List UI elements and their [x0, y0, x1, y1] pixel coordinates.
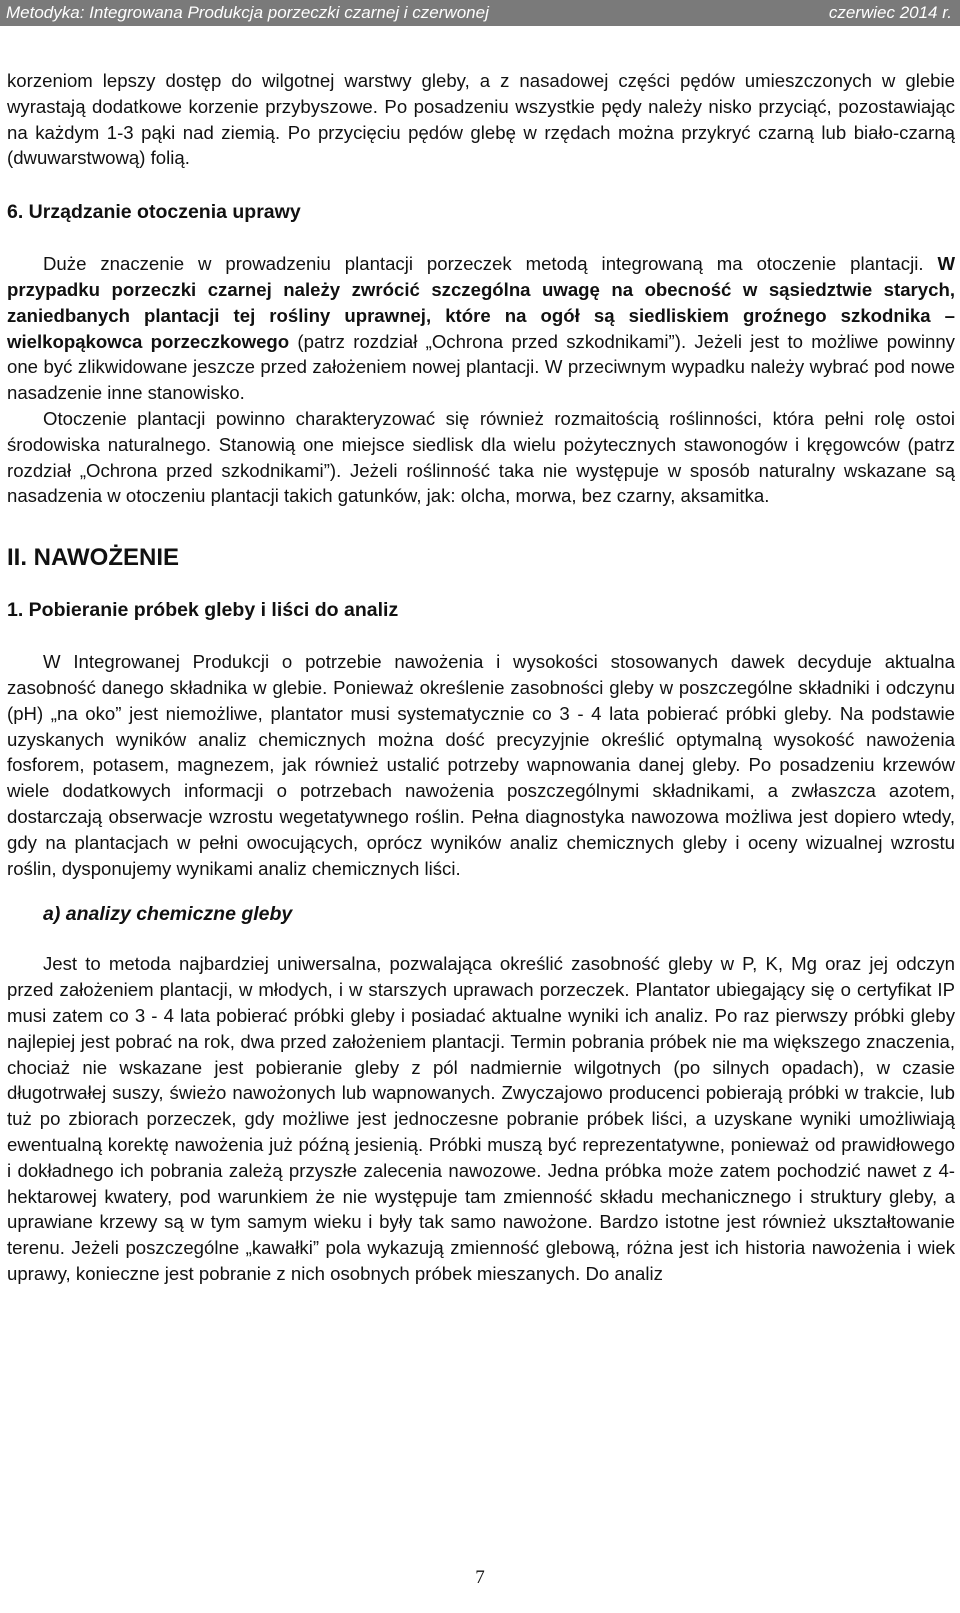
paragraph-section6-a: [7, 251, 955, 406]
subsection-heading-a: a) analizy chemiczne gleby: [43, 903, 293, 926]
paragraph-section6-a-text1: Duże znaczenie w prowadzeniu plantacji porzeczek metodą integrowaną ma otoczenie plantacji.: [43, 253, 938, 275]
paragraph-subsection-a: Jest to metoda najbardziej uniwersalna, pozwalająca określić zasobność gleby w P, K, Mg oraz jej odczyn przed założeniem plantacji, w młodych, i w starszych uprawach porzeczek. Plantator ubiegający się o certyfikat IP musi zatem co 3 - 4 lata pobierać próbki gleby i posiadać aktualne wyniki ich analiz. Po raz pierwszy próbki gleby najlepiej jest pobrać na rok, dwa przed założeniem plantacji. Termin pobrania próbek nie ma większego znaczenia, chociaż nie wskazane jest pobieranie gleby z pól nadmiernie wilgotnych (po silnych opadach), w czasie długotrwałej suszy, świeżo nawożonych lub wapnowanych. Zwyczajowo producenci pobierają próbki w trakcie, lub tuż po zbiorach porzeczek, gdy możliwe jest jednoczesne pobranie próbek liści, a uzyskane wyniki umożliwiają ewentualną korektę nawożenia już późną jesienią. Próbki muszą być reprezentatywne, ponieważ od prawidłowego i dokładnego ich pobrania zależą przyszłe zalecenia nawozowe. Jedna próbka może zatem pochodzić nawet z 4-hektarowej kwatery, pod warunkiem że nie występuje tam zmienność składu mechanicznego i struktury gleby, a uprawiane krzewy są w tym samym wieku i były tak samo nawożone. Bardzo istotne jest również ukształtowanie terenu. Jeżeli poszczególne „kawałki” pola wykazują zmienność glebową, różna jest ich historia nawożenia i wiek uprawy, konieczne jest pobranie z nich osobnych próbek mieszanych. Do analiz: [7, 953, 955, 1284]
section-heading-1: 1. Pobieranie próbek gleby i liści do analiz: [7, 599, 399, 622]
header-title: Metodyka: Integrowana Produkcja porzeczki czarnej i czerwonej: [6, 3, 489, 22]
page-number: 7: [475, 1567, 485, 1588]
page-content: [7, 68, 955, 1287]
section-heading-6: 6. Urządzanie otoczenia uprawy: [7, 201, 301, 224]
running-header: [0, 0, 960, 26]
header-date: czerwiec 2014 r.: [828, 3, 952, 22]
paragraph-section6-bold: W przypadku porzeczki czarnej należy zwrócić szczególna uwagę na obecność w sąsiedztwie starych, zaniedbanych plantacji tej rośliny uprawnej, które na ogół są siedliskiem groźnego szkodnika – wielkopąkowca porzeczkowego: [7, 253, 955, 352]
paragraph-section6-b: Otoczenie plantacji powinno charakteryzować się również rozmaitością roślinności, która pełni rolę ostoi środowiska naturalnego. Stanowią one miejsce siedlisk dla wielu pożytecznych stawonogów i kręgowców (patrz rozdział „Ochrona przed szkodnikami”). Jeżeli roślinność taka nie występuje w sposób naturalny wskazane są nasadzenia w otoczeniu plantacji takich gatunków, jak: olcha, morwa, bez czarny, aksamitka.: [7, 407, 955, 507]
paragraph-section6-a-text2: (patrz rozdział „Ochrona przed szkodnikami”). Jeżeli jest to możliwe powinny one być zlikwidowane jeszcze przed założeniem nowej plantacji. W przeciwnym wypadku należy wybrać pod nowe nasadzenie inne stanowisko.: [7, 330, 955, 404]
paragraph-section1: W Integrowanej Produkcji o potrzebie nawożenia i wysokości stosowanych dawek decyduje aktualna zasobność danego składnika w glebie. Ponieważ określenie zasobności gleby w poszczególne składniki i odczynu (pH) „na oko” jest niemożliwe, plantator musi systematycznie co 3 - 4 lata pobierać próbki gleby. Na podstawie uzyskanych wyników analiz chemicznych można dość precyzyjnie określić optymalną wysokość nawożenia fosforem, potasem, magnezem, jak również ustalić potrzeby wapnowania danej gleby. Po posadzeniu krzewów wiele dodatkowych informacji o potrzebach nawożenia poszczególnymi składnikami, a zwłaszcza azotem, dostarczają obserwacje wzrostu wegetatywnego roślin. Pełna diagnostyka nawozowa możliwa jest dopiero wtedy, gdy na plantacjach w pełni owocujących, oprócz wyników analiz chemicznych gleby i oceny wizualnej wzrostu roślin, dysponujemy wynikami analiz chemicznych liści.: [7, 651, 955, 879]
chapter-heading-nawozenie: II. NAWOŻENIE: [7, 544, 180, 572]
paragraph-intro: korzeniom lepszy dostęp do wilgotnej warstwy gleby, a z nasadowej części pędów umieszczonych w glebie wyrastają dodatkowe korzenie przybyszowe. Po posadzeniu wszystkie pędy należy nisko przyciąć, pozostawiając na każdym 1-3 pąki nad ziemią. Po przycięciu pędów glebę w rzędach można przykryć czarną lub biało-czarną (dwuwarstwową) folią.: [7, 70, 955, 169]
